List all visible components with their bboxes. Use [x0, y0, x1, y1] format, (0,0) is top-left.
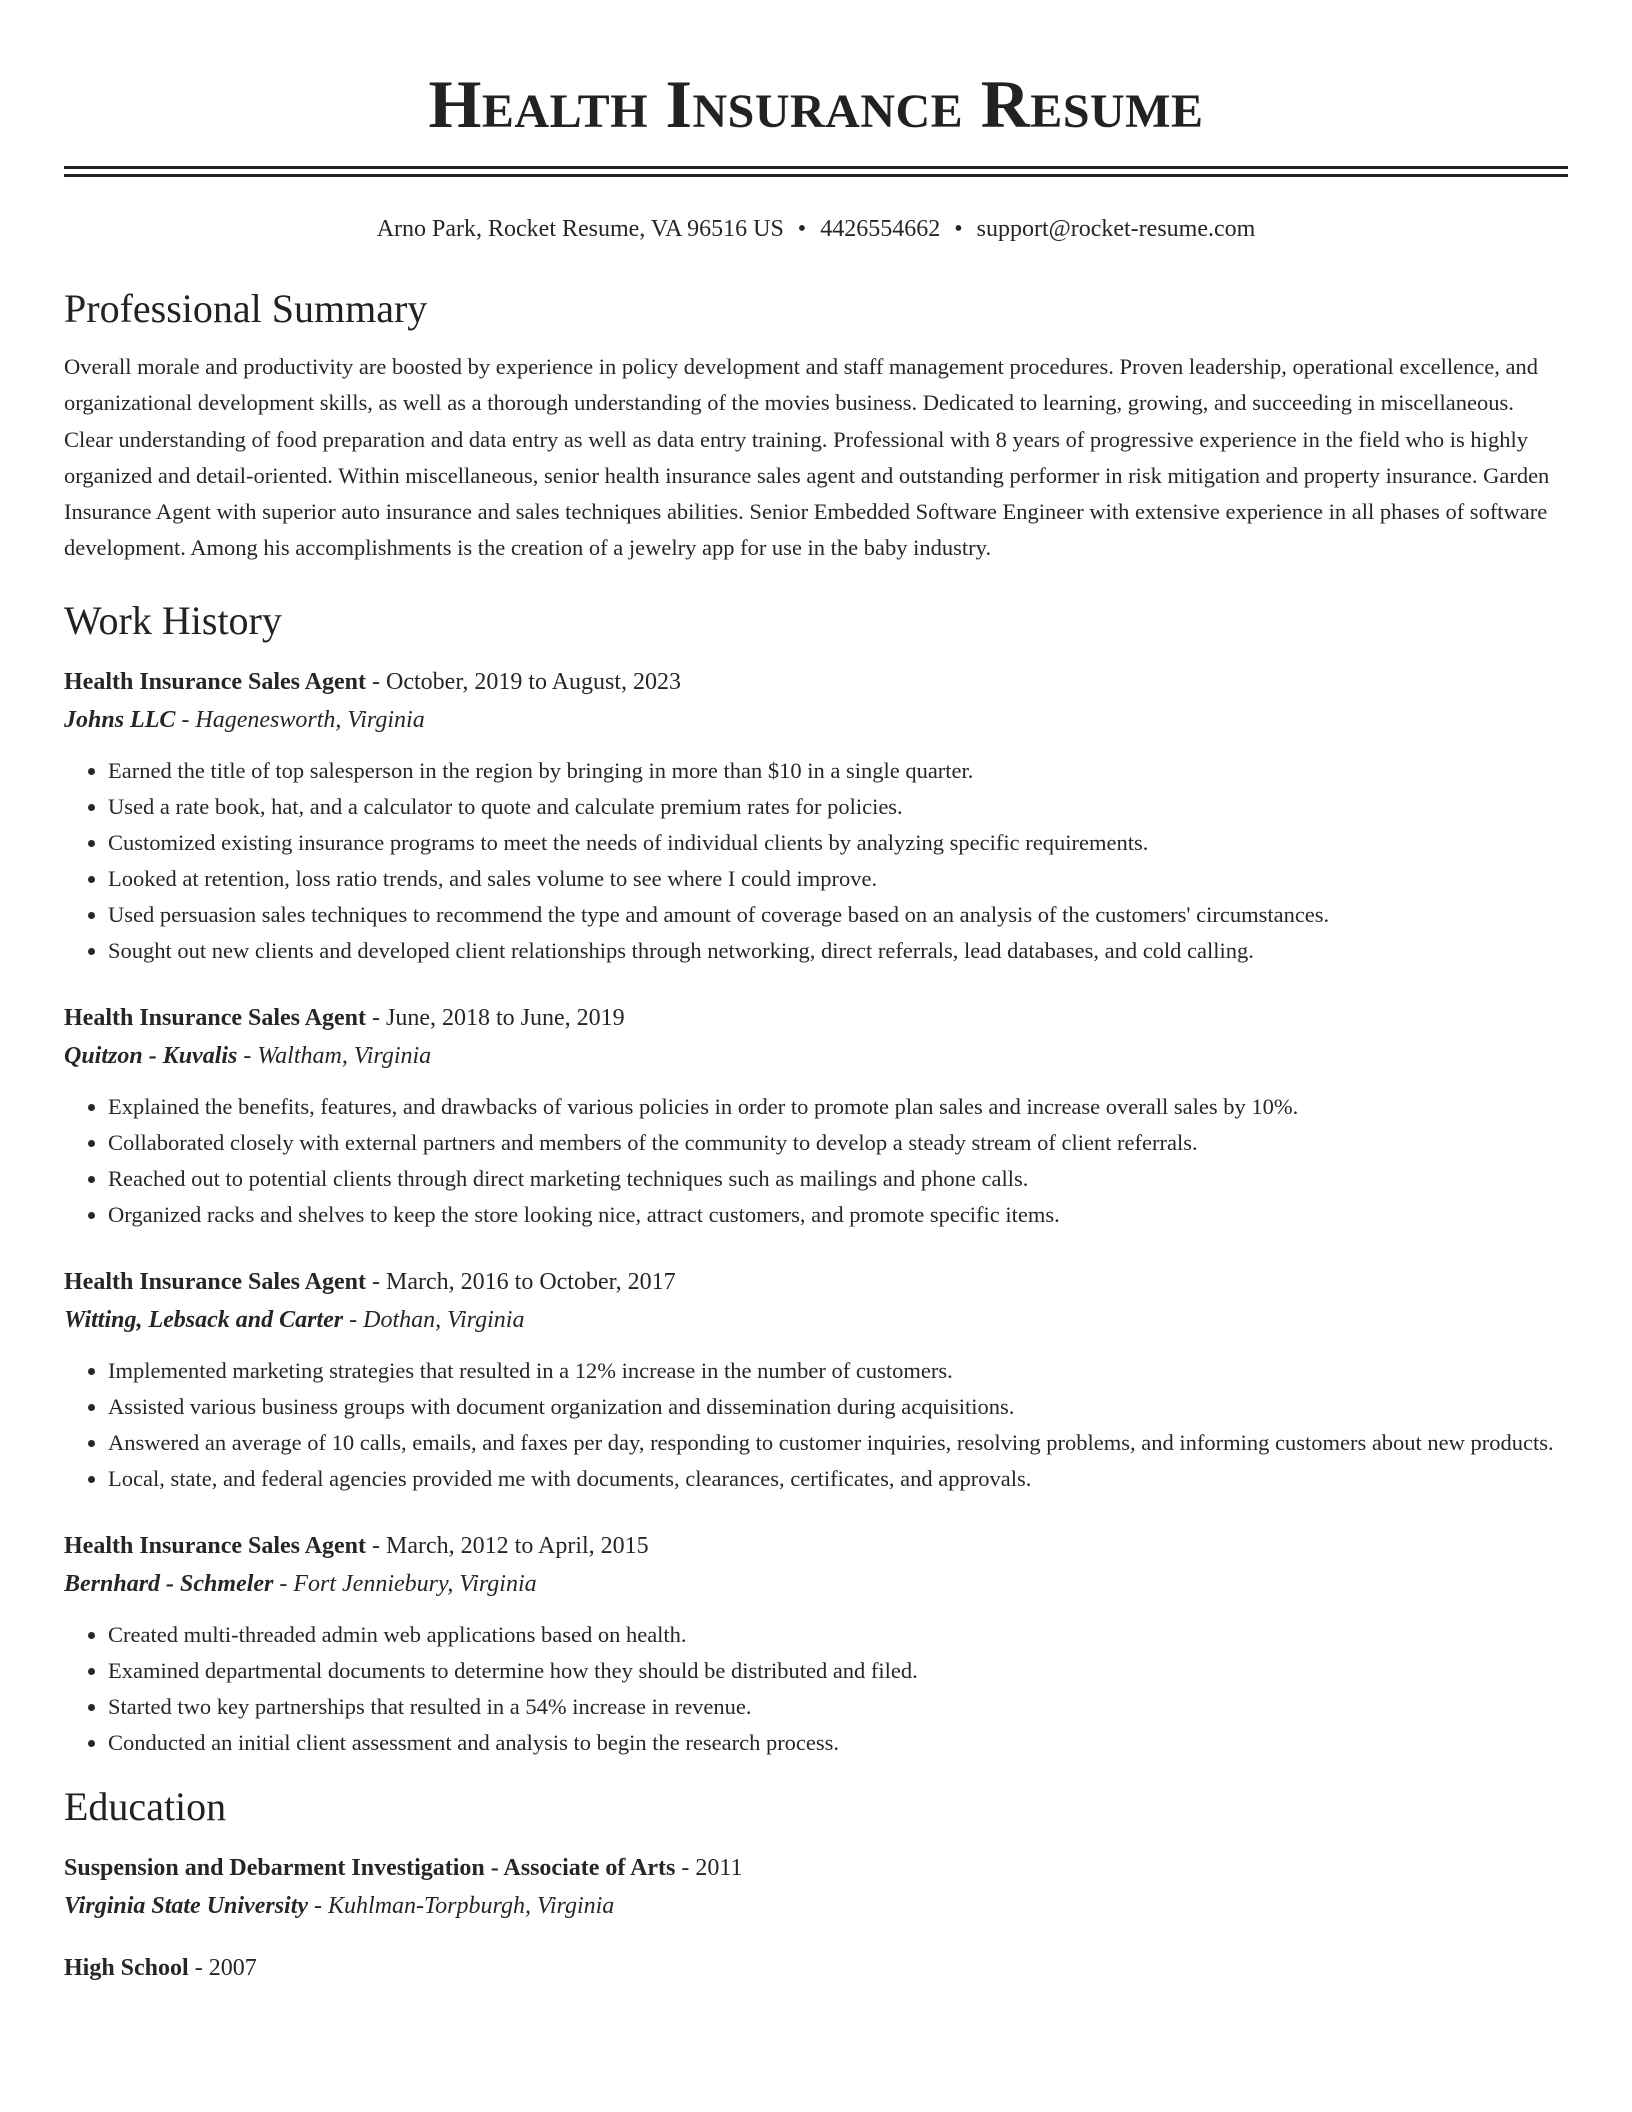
- job-company: Witting, Lebsack and Carter: [64, 1306, 344, 1333]
- contact-phone: 4426554662: [820, 216, 941, 242]
- contact-email: support@rocket-resume.com: [976, 216, 1256, 242]
- job-bullet: • Answered an average of 10 calls, emails, and faxes per day, responding to customer inquiries, resolving problems, and informing customers about new products.: [108, 1425, 1568, 1461]
- job-bullet: • Conducted an initial client assessment and analysis to begin the research process.: [108, 1725, 1568, 1761]
- job-bullet: • Created multi-threaded admin web applications based on health.: [108, 1617, 1568, 1653]
- job-bullet: • Customized existing insurance programs to meet the needs of individual clients by analyzing specific requirements.: [108, 825, 1568, 861]
- education-school: Virginia State University: [64, 1892, 309, 1919]
- job-entry: [64, 999, 1568, 1233]
- job-dates: - March, 2016 to October, 2017: [366, 1268, 676, 1295]
- education-year: - 2007: [188, 1954, 257, 1981]
- job-employer: [64, 1565, 1568, 1603]
- job-bullets: [64, 1353, 1568, 1497]
- contact-address: Arno Park, Rocket Resume, VA 96516 US: [376, 216, 784, 242]
- job-employer: [64, 1301, 1568, 1339]
- job-bullet: • Used persuasion sales techniques to recommend the type and amount of coverage based on an analysis of the customers' circumstances.: [108, 897, 1568, 933]
- contact-separator: •: [954, 216, 963, 242]
- job-header: [64, 999, 1568, 1037]
- job-header: [64, 1263, 1568, 1301]
- job-bullet: • Explained the benefits, features, and drawbacks of various policies in order to promote plan sales and increase overall sales by 10%.: [108, 1089, 1568, 1125]
- job-location: - Dothan, Virginia: [343, 1306, 525, 1333]
- contact-line: [64, 213, 1568, 245]
- job-location: - Hagenesworth, Virginia: [175, 706, 425, 733]
- education-entry: [64, 1949, 1568, 1987]
- contact-separator: •: [797, 216, 807, 242]
- job-bullet: • Local, state, and federal agencies provided me with documents, clearances, certificates, and approvals.: [108, 1461, 1568, 1497]
- education-heading: Education: [64, 1783, 227, 1829]
- job-bullets: [64, 1617, 1568, 1761]
- job-company: Johns LLC: [64, 706, 176, 733]
- education-header: [64, 1849, 1568, 1887]
- title-divider-bottom: [64, 174, 1568, 177]
- job-bullets: [64, 1089, 1568, 1233]
- job-location: - Fort Jenniebury, Virginia: [273, 1570, 537, 1597]
- job-employer: [64, 1037, 1568, 1075]
- education-entry: [64, 1849, 1568, 1925]
- work-history-heading: Work History: [64, 597, 282, 643]
- job-bullet: • Examined departmental documents to determine how they should be distributed and filed.: [108, 1653, 1568, 1689]
- resume-title: Health Insurance Resume: [428, 66, 1204, 142]
- job-title: Health Insurance Sales Agent: [64, 1004, 367, 1031]
- job-title: Health Insurance Sales Agent: [64, 668, 367, 695]
- job-bullet: • Used a rate book, hat, and a calculator to quote and calculate premium rates for policies.: [108, 789, 1568, 825]
- summary-heading: Professional Summary: [64, 286, 428, 331]
- education-degree: Suspension and Debarment Investigation - Associate of Arts: [64, 1854, 676, 1881]
- job-bullet: • Reached out to potential clients through direct marketing techniques such as mailings and phone calls.: [108, 1161, 1568, 1197]
- job-entry: [64, 663, 1568, 969]
- job-bullet: • Organized racks and shelves to keep the store looking nice, attract customers, and promote specific items.: [108, 1197, 1568, 1233]
- job-entry: [64, 1263, 1568, 1497]
- job-entry: [64, 1527, 1568, 1761]
- job-title: Health Insurance Sales Agent: [64, 1268, 367, 1295]
- education-school-line: [64, 1887, 1568, 1925]
- education-location: - Kuhlman-Torpburgh, Virginia: [308, 1892, 615, 1919]
- job-dates: - March, 2012 to April, 2015: [366, 1532, 649, 1559]
- education-year: - 2011: [675, 1854, 743, 1881]
- job-location: - Waltham, Virginia: [237, 1042, 432, 1069]
- job-bullet: • Looked at retention, loss ratio trends, and sales volume to see where I could improve.: [108, 861, 1568, 897]
- summary-text: Overall morale and productivity are boosted by experience in policy development and staff management procedures. Proven leadership, operational excellence, and organizational development skills, as well as a thorough understanding of the movies business. Dedicated to learning, growing, and succeeding in miscellaneous. Clear understanding of food preparation and data entry as well as data entry training. Professional with 8 years of progressive experience in the field who is highly organized and detail-oriented. Within miscellaneous, senior health insurance sales agent and outstanding performer in risk mitigation and property insurance. Garden Insurance Agent with superior auto insurance and sales techniques abilities. Senior Embedded Software Engineer with extensive experience in all phases of software development. Among his accomplishments is the creation of a jewelry app for use in the baby industry.: [64, 354, 1550, 561]
- job-header: [64, 1527, 1568, 1565]
- job-bullet: • Earned the title of top salesperson in the region by bringing in more than $10 in a single quarter.: [108, 753, 1568, 789]
- job-bullets: [64, 753, 1568, 969]
- title-divider-top: [64, 166, 1568, 169]
- job-dates: - June, 2018 to June, 2019: [366, 1004, 625, 1031]
- job-bullet: • Implemented marketing strategies that resulted in a 12% increase in the number of customers.: [108, 1353, 1568, 1389]
- job-company: Quitzon - Kuvalis: [64, 1042, 238, 1069]
- job-header: [64, 663, 1568, 701]
- job-dates: - October, 2019 to August, 2023: [366, 668, 682, 695]
- education-header: [64, 1949, 1568, 1987]
- job-employer: [64, 701, 1568, 739]
- job-bullet: • Collaborated closely with external partners and members of the community to develop a steady stream of client referrals.: [108, 1125, 1568, 1161]
- job-bullet: • Assisted various business groups with document organization and dissemination during acquisitions.: [108, 1389, 1568, 1425]
- resume-page: [64, 0, 1568, 1987]
- job-bullet: • Sought out new clients and developed client relationships through networking, direct referrals, lead databases, and cold calling.: [108, 933, 1568, 969]
- job-company: Bernhard - Schmeler: [64, 1570, 274, 1597]
- education-degree: High School: [64, 1954, 189, 1981]
- job-bullet: • Started two key partnerships that resulted in a 54% increase in revenue.: [108, 1689, 1568, 1725]
- job-title: Health Insurance Sales Agent: [64, 1532, 367, 1559]
